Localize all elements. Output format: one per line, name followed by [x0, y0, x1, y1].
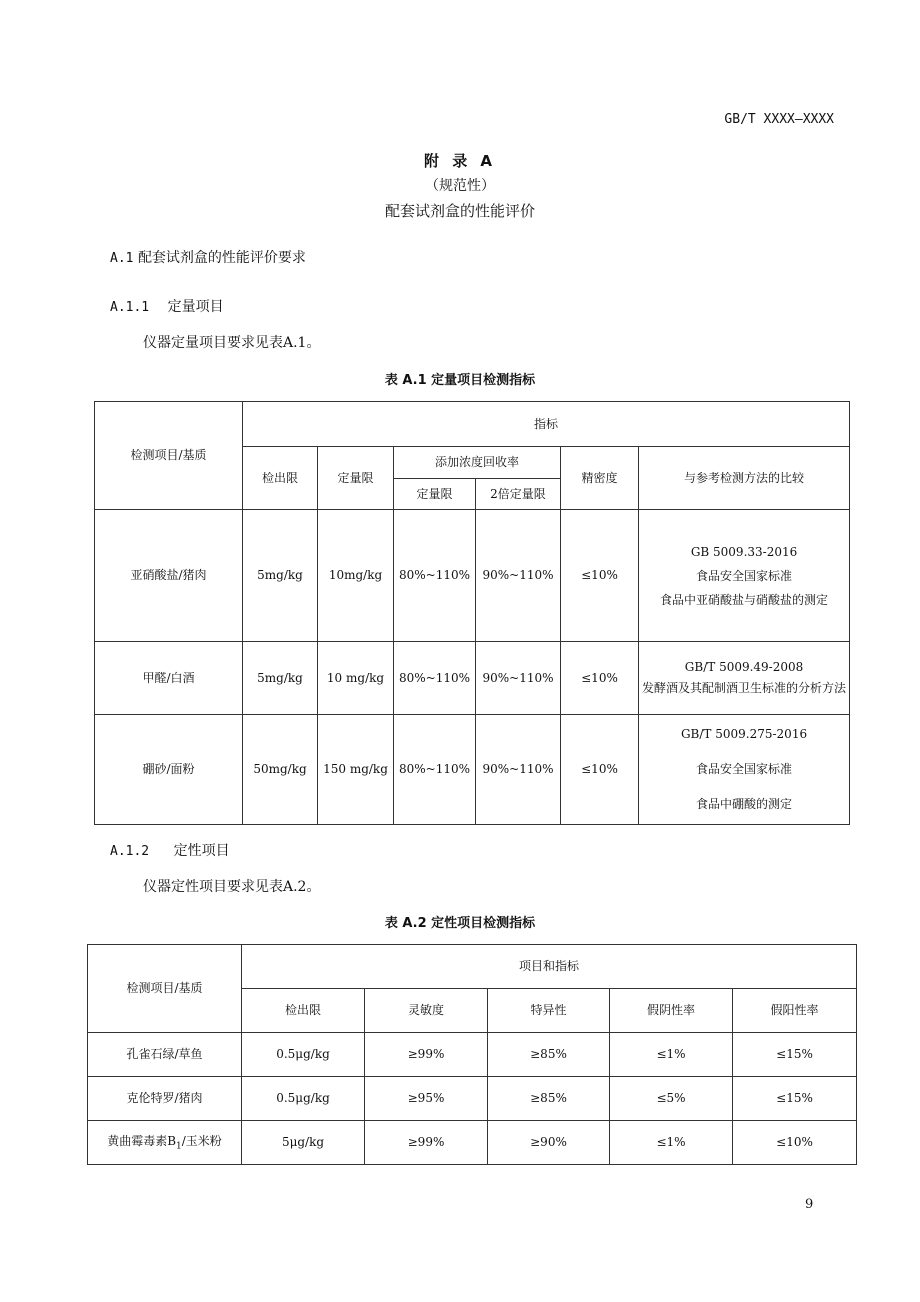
table-a1-caption: 表 A.1 定量项目检测指标: [384, 373, 536, 388]
cell-item: 克伦特罗/猪肉: [88, 1077, 242, 1121]
header-lod: 检出限: [242, 989, 365, 1033]
cell-false-positive: ≤15%: [733, 1077, 857, 1121]
cell-false-positive: ≤15%: [733, 1033, 857, 1077]
paragraph-table-a2-ref: 仪器定性项目要求见表A.2。: [143, 879, 321, 895]
cell-item: 孔雀石绿/草鱼: [88, 1033, 242, 1077]
item-tail: /玉米粉: [181, 1133, 222, 1148]
table-row: [95, 510, 850, 642]
ref-standard: GB/T 5009.275-2016: [680, 727, 808, 742]
cell-specificity: ≥90%: [488, 1121, 610, 1165]
cell-loq: 10mg/kg: [318, 510, 394, 642]
cell-specificity: ≥85%: [488, 1033, 610, 1077]
standard-number: GB/T XXXX—XXXX: [724, 112, 834, 127]
section-number: A.1: [110, 251, 134, 266]
cell-lod: 5mg/kg: [243, 510, 318, 642]
header-false-positive: 假阳性率: [733, 989, 857, 1033]
section-a12-heading: [110, 840, 230, 860]
cell-comparison: [639, 642, 850, 715]
annex-name: 配套试剂盒的性能评价: [384, 202, 535, 220]
header-precision: 精密度: [561, 447, 639, 510]
cell-lod: 0.5μg/kg: [242, 1033, 365, 1077]
paragraph-table-a1-ref: 仪器定量项目要求见表A.1。: [143, 335, 321, 351]
ref-title: 发酵酒及其配制酒卫生标准的分析方法: [642, 681, 847, 695]
ref-subtitle: 食品中亚硝酸盐与硝酸盐的测定: [660, 592, 829, 607]
cell-rec-loq: 80%~110%: [394, 510, 476, 642]
ref-title: 食品安全国家标准: [696, 568, 793, 583]
table-row: [95, 715, 850, 825]
cell-sensitivity: ≥99%: [365, 1033, 488, 1077]
section-a1-heading: [110, 247, 306, 267]
cell-item: 硼砂/面粉: [95, 715, 243, 825]
cell-precision: ≤10%: [561, 715, 639, 825]
cell-precision: ≤10%: [561, 642, 639, 715]
table-row: [88, 1077, 857, 1121]
table-row: [88, 1121, 857, 1165]
section-number: A.1.1: [110, 300, 150, 315]
section-title: 配套试剂盒的性能评价要求: [137, 250, 306, 266]
cell-lod: 5μg/kg: [242, 1121, 365, 1165]
table-a1: [94, 401, 850, 825]
header-item: 检测项目/基质: [88, 945, 242, 1033]
cell-rec-2loq: 90%~110%: [476, 510, 561, 642]
section-a11-heading: [110, 296, 224, 316]
header-group: 项目和指标: [242, 945, 857, 989]
section-title: 定量项目: [167, 299, 224, 315]
cell-sensitivity: ≥95%: [365, 1077, 488, 1121]
header-recovery-loq: 定量限: [394, 479, 476, 510]
cell-lod: 5mg/kg: [243, 642, 318, 715]
cell-lod: 50mg/kg: [243, 715, 318, 825]
annex-title: 附 录 A: [423, 152, 497, 170]
item-main: 黄曲霉毒素B: [107, 1133, 177, 1148]
table-row: [95, 642, 850, 715]
cell-rec-2loq: 90%~110%: [476, 642, 561, 715]
section-title: 定性项目: [173, 843, 230, 859]
cell-item: 甲醛/白酒: [95, 642, 243, 715]
ref-standard: GB 5009.33-2016: [690, 544, 798, 559]
cell-false-negative: ≤1%: [610, 1033, 733, 1077]
cell-item: [88, 1121, 242, 1165]
cell-false-negative: ≤5%: [610, 1077, 733, 1121]
header-recovery-2loq: 2倍定量限: [476, 479, 561, 510]
header-comparison: 与参考检测方法的比较: [639, 447, 850, 510]
annex-type: （规范性）: [425, 178, 495, 194]
cell-precision: ≤10%: [561, 510, 639, 642]
header-sensitivity: 灵敏度: [365, 989, 488, 1033]
cell-rec-loq: 80%~110%: [394, 642, 476, 715]
table-a2-caption: 表 A.2 定性项目检测指标: [384, 916, 536, 931]
ref-standard: GB/T 5009.49-2008: [684, 660, 804, 674]
table-row: [88, 1033, 857, 1077]
cell-rec-2loq: 90%~110%: [476, 715, 561, 825]
cell-lod: 0.5μg/kg: [242, 1077, 365, 1121]
table-a2: [87, 944, 857, 1165]
header-item: 检测项目/基质: [95, 402, 243, 510]
cell-sensitivity: ≥99%: [365, 1121, 488, 1165]
cell-false-positive: ≤10%: [733, 1121, 857, 1165]
header-specificity: 特异性: [488, 989, 610, 1033]
cell-specificity: ≥85%: [488, 1077, 610, 1121]
page-number: 9: [805, 1197, 814, 1212]
cell-loq: 150 mg/kg: [318, 715, 394, 825]
cell-comparison: [639, 715, 850, 825]
item-subscript: 1: [176, 1140, 182, 1151]
section-number: A.1.2: [110, 844, 150, 859]
header-loq: 定量限: [318, 447, 394, 510]
cell-loq: 10 mg/kg: [318, 642, 394, 715]
header-false-negative: 假阴性率: [610, 989, 733, 1033]
cell-rec-loq: 80%~110%: [394, 715, 476, 825]
ref-title: 食品安全国家标准: [696, 762, 793, 777]
cell-false-negative: ≤1%: [610, 1121, 733, 1165]
cell-comparison: [639, 510, 850, 642]
ref-subtitle: 食品中硼酸的测定: [696, 796, 793, 811]
cell-item: 亚硝酸盐/猪肉: [95, 510, 243, 642]
header-recovery: 添加浓度回收率: [394, 447, 561, 479]
header-indicator: 指标: [243, 402, 850, 447]
header-lod: 检出限: [243, 447, 318, 510]
